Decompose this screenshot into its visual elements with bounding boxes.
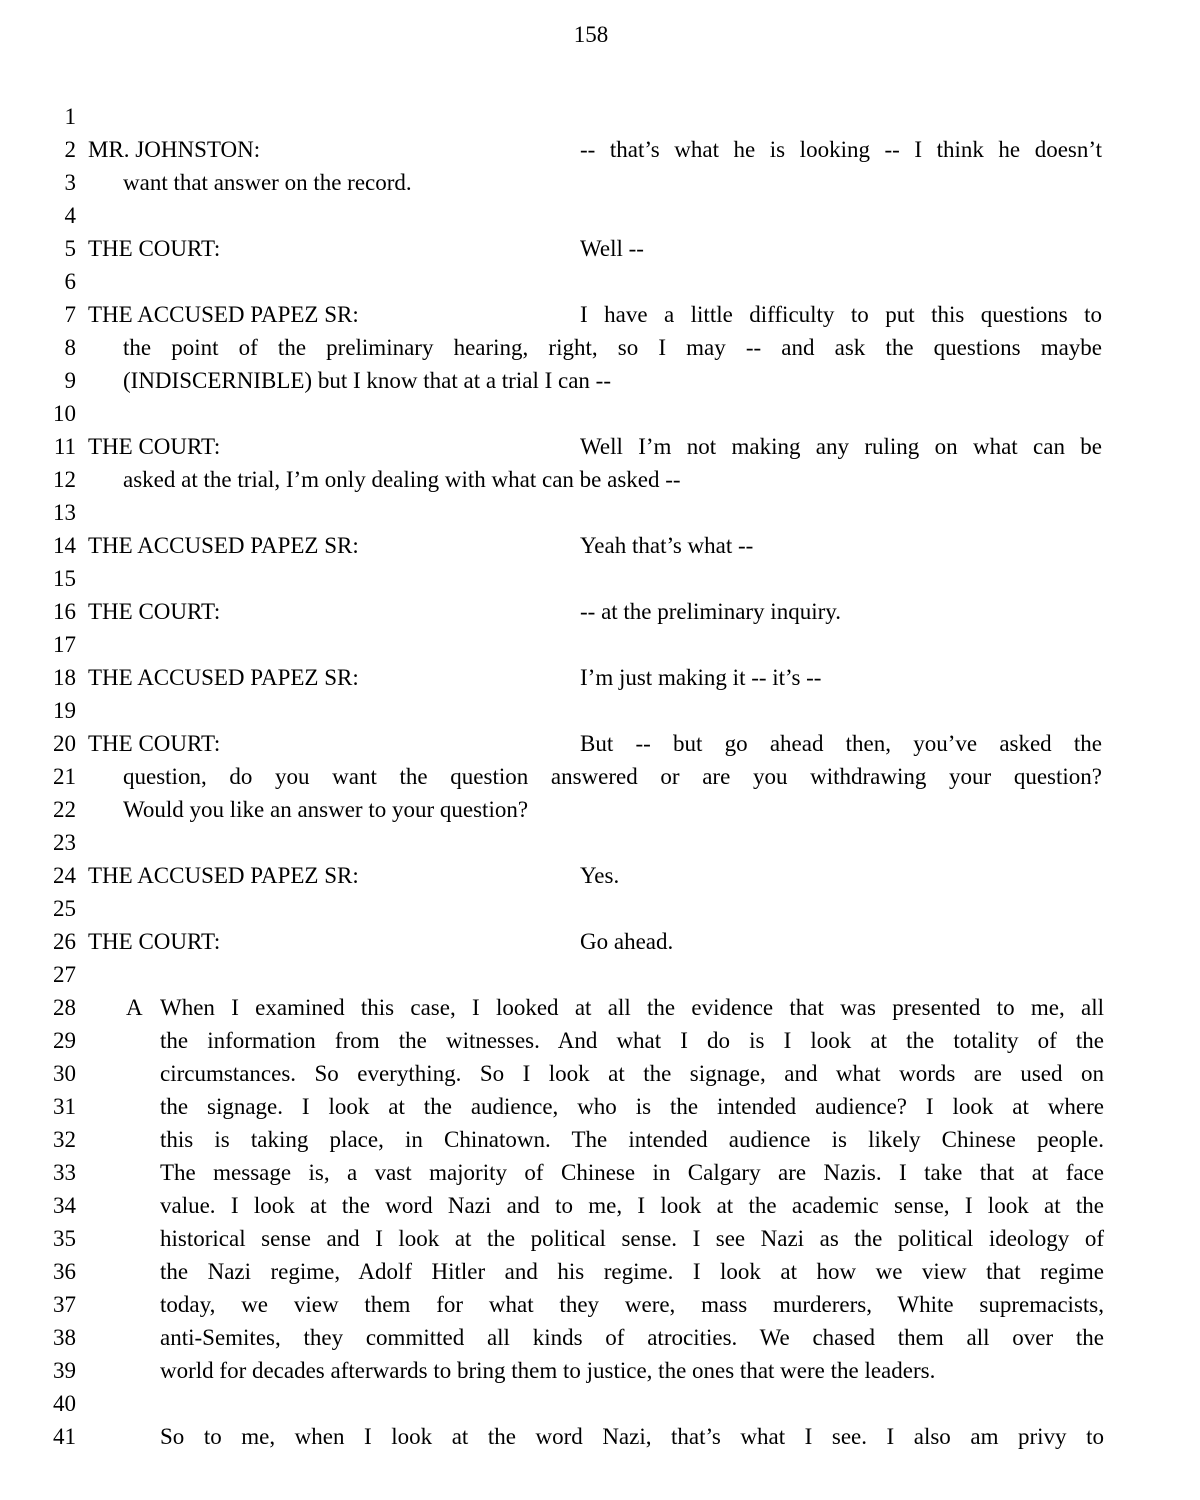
line-number: 20 — [53, 731, 76, 756]
speech-text: the signage. I look at the audience, who is the intended audience? I look at where — [160, 1094, 1104, 1119]
line-number: 21 — [53, 764, 76, 789]
line-number: 32 — [53, 1127, 76, 1152]
speech-text: the point of the preliminary hearing, right, so I may -- and ask the questions maybe — [123, 335, 1102, 360]
speech-text: asked at the trial, I’m only dealing with what can be asked -- — [123, 467, 681, 492]
line-number: 6 — [64, 269, 76, 294]
speech-text: (INDISCERNIBLE) but I know that at a trial I can -- — [123, 368, 611, 393]
line-number: 2 — [64, 137, 76, 162]
line-number: 24 — [53, 863, 76, 888]
speaker-label: THE COURT: — [88, 731, 221, 756]
speech-text: today, we view them for what they were, mass murderers, White supremacists, — [160, 1292, 1104, 1317]
line-number: 23 — [53, 830, 76, 855]
page-number: 158 — [573, 22, 609, 47]
line-number: 9 — [64, 368, 76, 393]
line-number: 30 — [53, 1061, 76, 1086]
line-number: 34 — [53, 1193, 76, 1218]
line-number: 25 — [53, 896, 76, 921]
line-number: 16 — [53, 599, 76, 624]
speech-text: I have a little difficulty to put this questions to — [580, 302, 1102, 327]
line-number: 37 — [53, 1292, 76, 1317]
line-number: 31 — [53, 1094, 76, 1119]
line-number: 7 — [64, 302, 76, 327]
line-number: 3 — [64, 170, 76, 195]
line-number: 38 — [53, 1325, 76, 1350]
speech-text: the information from the witnesses. And what I do is I look at the totality of the — [160, 1028, 1104, 1053]
speech-text: When I examined this case, I looked at all the evidence that was presented to me, all — [160, 995, 1104, 1020]
speech-text: Go ahead. — [580, 929, 674, 954]
speaker-label: THE ACCUSED PAPEZ SR: — [88, 863, 359, 888]
line-number: 39 — [53, 1358, 76, 1383]
line-number: 18 — [53, 665, 76, 690]
speaker-label: THE COURT: — [88, 929, 221, 954]
line-number: 12 — [53, 467, 76, 492]
speech-text: want that answer on the record. — [123, 170, 412, 195]
speech-text: -- at the preliminary inquiry. — [580, 599, 842, 624]
speech-text: Yeah that’s what -- — [580, 533, 754, 558]
line-number: 5 — [64, 236, 76, 261]
speech-text: question, do you want the question answered or are you withdrawing your question? — [123, 764, 1102, 789]
speech-text: Well I’m not making any ruling on what can be — [580, 434, 1102, 459]
line-number: 13 — [53, 500, 76, 525]
line-number: 26 — [53, 929, 76, 954]
line-number: 14 — [53, 533, 76, 558]
speaker-label: MR. JOHNSTON: — [88, 137, 261, 162]
speech-text: world for decades afterwards to bring them to justice, the ones that were the leaders. — [160, 1358, 936, 1383]
speech-text: The message is, a vast majority of Chinese in Calgary are Nazis. I take that at face — [160, 1160, 1104, 1185]
speaker-label: THE COURT: — [88, 599, 221, 624]
line-number: 1 — [64, 104, 76, 129]
speech-text: Would you like an answer to your question? — [123, 797, 529, 822]
line-number: 33 — [53, 1160, 76, 1185]
speaker-label: THE ACCUSED PAPEZ SR: — [88, 302, 359, 327]
line-number: 15 — [53, 566, 76, 591]
speaker-label: THE ACCUSED PAPEZ SR: — [88, 533, 359, 558]
speaker-label: THE COURT: — [88, 236, 221, 261]
speech-text: -- that’s what he is looking -- I think he doesn’t — [580, 137, 1102, 162]
speech-text: Well -- — [580, 236, 644, 261]
line-number: 36 — [53, 1259, 76, 1284]
speech-text: But -- but go ahead then, you’ve asked the — [580, 731, 1102, 756]
line-number: 40 — [53, 1391, 76, 1416]
speech-text: Yes. — [580, 863, 620, 888]
line-number: 28 — [53, 995, 76, 1020]
speaker-label: THE COURT: — [88, 434, 221, 459]
line-number: 22 — [53, 797, 76, 822]
speech-text: this is taking place, in Chinatown. The intended audience is likely Chinese people. — [160, 1127, 1104, 1152]
line-number: 19 — [53, 698, 76, 723]
speech-text: anti-Semites, they committed all kinds of atrocities. We chased them all over the — [160, 1325, 1104, 1350]
line-number: 11 — [53, 434, 76, 459]
line-number: 35 — [53, 1226, 76, 1251]
speech-text: So to me, when I look at the word Nazi, that’s what I see. I also am privy to — [160, 1424, 1104, 1449]
speech-text: the Nazi regime, Adolf Hitler and his regime. I look at how we view that regime — [160, 1259, 1104, 1284]
speech-text: historical sense and I look at the political sense. I see Nazi as the political ideology of — [160, 1226, 1104, 1251]
speech-text: value. I look at the word Nazi and to me, I look at the academic sense, I look at the — [160, 1193, 1104, 1218]
line-number: 29 — [53, 1028, 76, 1053]
line-number: 8 — [64, 335, 76, 360]
line-number: 41 — [53, 1424, 76, 1449]
line-number: 27 — [53, 962, 76, 987]
line-number: 10 — [53, 401, 76, 426]
answer-marker: A — [126, 995, 143, 1020]
line-number: 4 — [64, 203, 76, 228]
speech-text: I’m just making it -- it’s -- — [580, 665, 822, 690]
speaker-label: THE ACCUSED PAPEZ SR: — [88, 665, 359, 690]
speech-text: circumstances. So everything. So I look at the signage, and what words are used on — [160, 1061, 1104, 1086]
line-number: 17 — [53, 632, 76, 657]
